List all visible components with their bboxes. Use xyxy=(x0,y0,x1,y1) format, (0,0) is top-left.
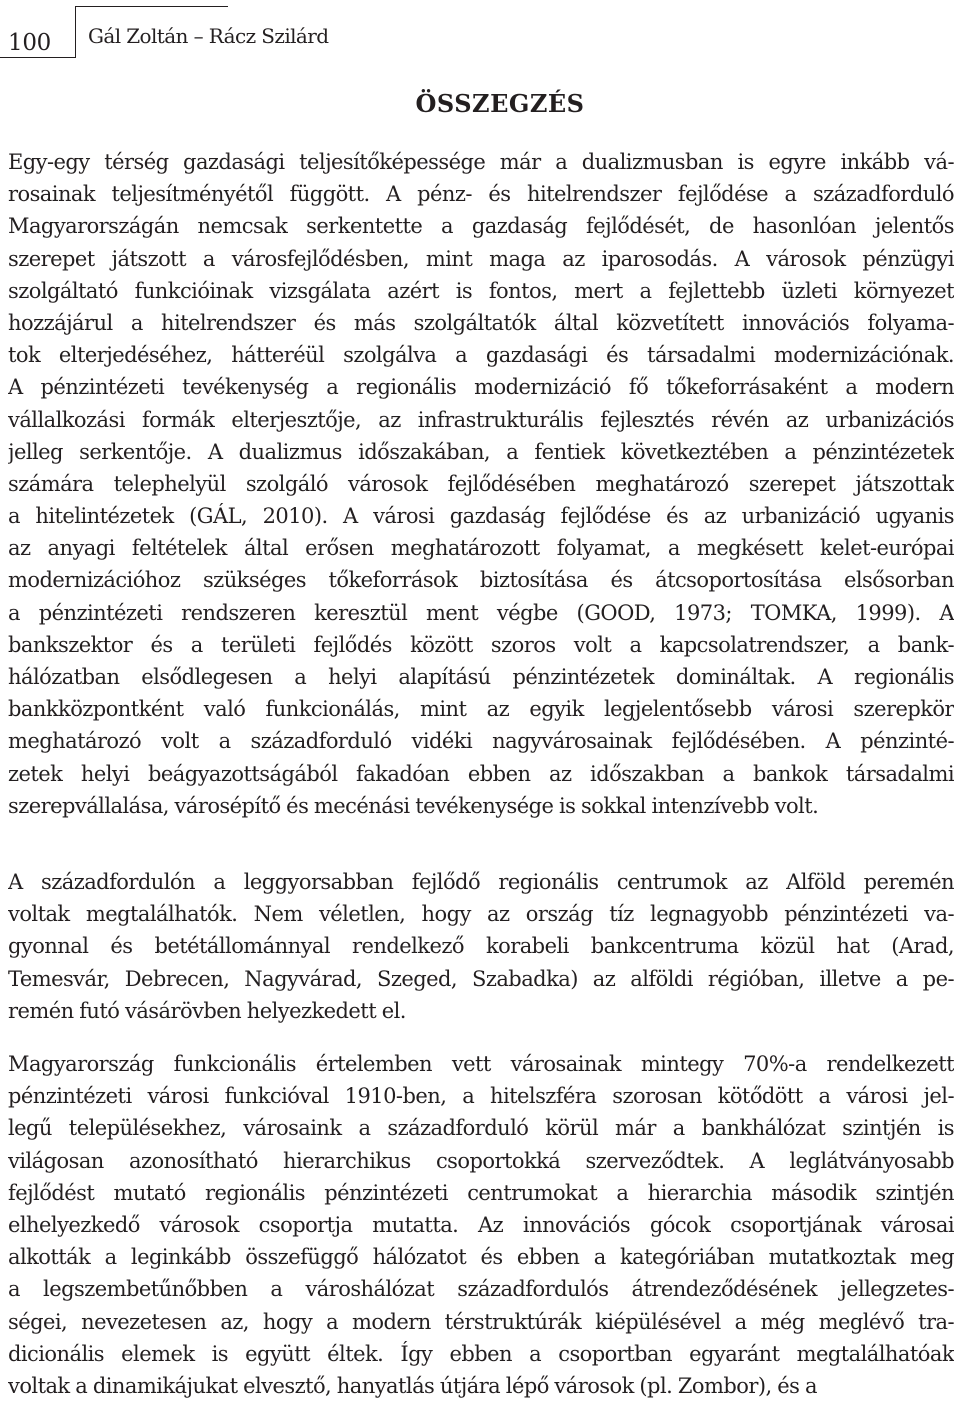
text-line: zetek helyi beágyazottságából fakadóan ebben az időszakban a bankok társadalmi xyxy=(8,761,954,786)
text-line: A századfordulón a leggyorsabban fejlődő regionális centrumok az Alföld peremén xyxy=(8,870,954,894)
running-header-authors: Gál Zoltán – Rácz Szilárd xyxy=(88,24,329,48)
page-number: 100 xyxy=(8,30,51,56)
paragraph-1 xyxy=(8,146,954,822)
header-rule xyxy=(76,6,228,7)
text-line: a hitelintézetek (GÁL, 2010). A városi gazdaság fejlődése és az urbanizáció ugyanis xyxy=(8,504,954,529)
text-line: voltak megtalálhatók. Nem véletlen, hogy az ország tíz legnagyobb pénzintézeti va- xyxy=(8,902,954,927)
page-number-box xyxy=(0,6,76,58)
text-line: fejlődést mutató regionális pénzintézeti centrumokat a hierarchia második szintjén xyxy=(8,1180,954,1205)
text-line: gyonnal és betétállománnyal rendelkező korabeli bankcentruma közül hat (Arad, xyxy=(8,934,954,959)
text-line: a legszembetűnőbben a városhálózat századfordulós átrendeződésének jellegzetes- xyxy=(8,1277,954,1302)
text-line: számára telephelyül szolgáló városok fejlődésében meghatározó szerepet játszottak xyxy=(8,471,954,496)
text-line: Magyarországán nemcsak serkentette a gazdaság fejlődését, de hasonlóan jelentős xyxy=(8,214,954,239)
text-line: remén futó vásárövben helyezkedett el. xyxy=(8,998,406,1023)
text-line: alkották a leginkább összefüggő hálózatot és ebben a kategóriában mutatkoztak meg xyxy=(8,1245,954,1270)
text-line: Egy-egy térség gazdasági teljesítőképessége már a dualizmusban is egyre inkább vá- xyxy=(8,150,954,174)
text-line: meghatározó volt a századforduló vidéki nagyvárosainak fejlődésében. A pénzinté- xyxy=(8,729,954,754)
text-line: a pénzintézeti rendszeren keresztül ment végbe (GOOD, 1973; TOMKA, 1999). A xyxy=(8,600,954,625)
text-line: hozzájárul a hitelrendszer és más szolgáltatók által közvetített innovációs folyama- xyxy=(8,310,954,335)
text-line: A pénzintézeti tevékenység a regionális modernizáció fő tőkeforrásaként a modern xyxy=(8,375,954,400)
text-line: jelleg serkentője. A dualizmus időszakában, a fentiek következtében a pénzintézetek xyxy=(8,439,954,464)
text-line: vállalkozási formák elterjesztője, az infrastrukturális fejlesztés révén az urbanizációs xyxy=(8,407,954,432)
text-line: Temesvár, Debrecen, Nagyvárad, Szeged, Szabadka) az alföldi régióban, illetve a pe- xyxy=(8,966,954,991)
paragraph-2 xyxy=(8,866,954,1027)
text-line: szolgáltató funkcióinak vizsgálata azért is fontos, mert a fejlettebb üzleti környezet xyxy=(8,278,954,303)
text-line: szerepvállalása, városépítő és mecénási tevékenysége is sokkal intenzívebb volt. xyxy=(8,793,819,818)
text-line: legű településekhez, városaink a századforduló körül már a bankhálózat szintjén is xyxy=(8,1116,954,1141)
text-line: hálózatban elsődlegesen a helyi alapítású pénzintézetek domináltak. A regionális xyxy=(8,665,954,689)
text-line: rosainak teljesítményétől függött. A pénz- és hitelrendszer fejlődése a századforduló xyxy=(8,182,954,207)
text-line: elhelyezkedő városok csoportja mutatta. Az innovációs gócok csoportjának városai xyxy=(8,1212,954,1237)
text-line: voltak a dinamikájukat elvesztő, hanyatlás útjára lépő városok (pl. Zombor), és a xyxy=(8,1373,817,1398)
text-line: pénzintézeti városi funkcióval 1910-ben, a hitelszféra szorosan kötődött a városi jel- xyxy=(8,1084,954,1109)
section-title: ÖSSZEGZÉS xyxy=(415,89,585,118)
text-line: bankközpontként való funkcionálás, mint az egyik legjelentősebb városi szerepkör xyxy=(8,697,954,722)
text-line: világosan azonosítható hierarchikus csoportokká szerveződtek. A leglátványosabb xyxy=(8,1148,954,1173)
text-line: Magyarország funkcionális értelemben vett városainak mintegy 70%-a rendelkezett xyxy=(8,1052,954,1076)
text-line: dicionális elemek is együtt éltek. Így ebben a csoportban egyaránt megtalálhatóak xyxy=(8,1341,954,1366)
text-line: tok elterjedéséhez, hátteréül szolgálva a gazdasági és társadalmi modernizációnak. xyxy=(8,343,954,368)
text-line: szerepet játszott a városfejlődésben, mint maga az iparosodás. A városok pénzügyi xyxy=(8,246,954,271)
text-line: modernizációhoz szükséges tőkeforrások biztosítása és átcsoportosítása elsősorban xyxy=(8,568,954,593)
text-line: ségei, nevezetesen az, hogy a modern térstruktúrák kiépülésével a még meglévő tra- xyxy=(8,1309,954,1334)
paragraph-3 xyxy=(8,1048,954,1402)
text-line: bankszektor és a területi fejlődés között szoros volt a kapcsolatrendszer, a bank- xyxy=(8,632,954,657)
text-line: az anyagi feltételek által erősen meghatározott folyamat, a megkésett kelet-európai xyxy=(8,536,954,561)
